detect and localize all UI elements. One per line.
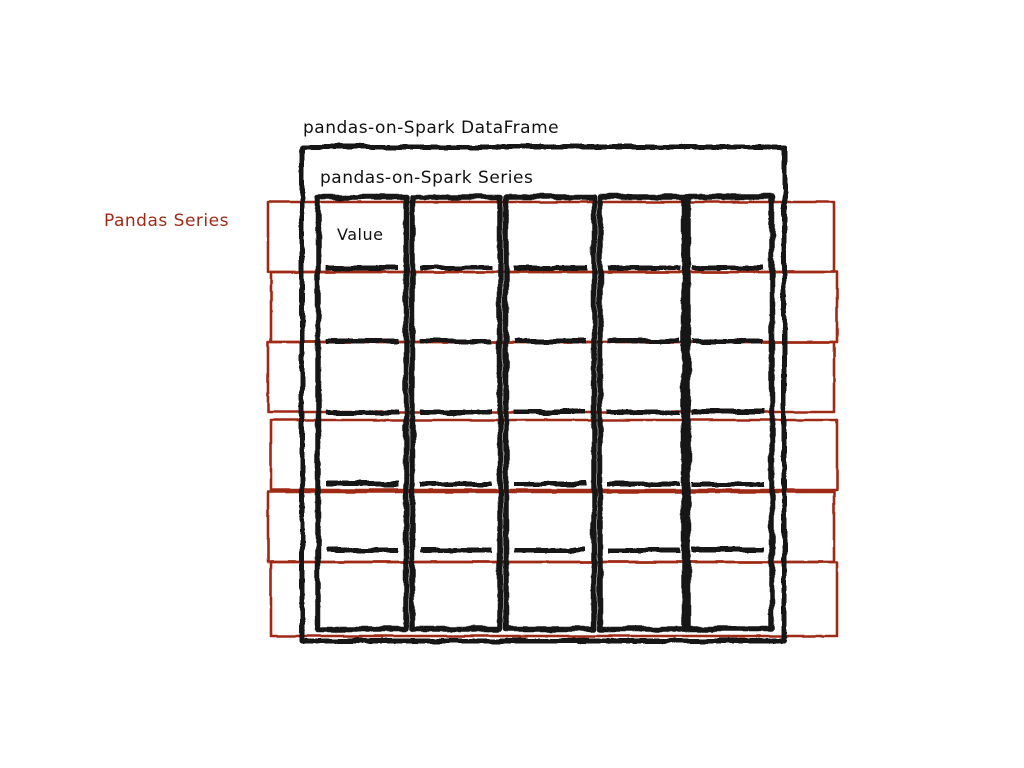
cell-dividers (326, 268, 764, 550)
label-pandas-series: Pandas Series (104, 211, 229, 231)
pandas-series-row-4 (271, 420, 837, 490)
label-pandas-on-spark-series: pandas-on-Spark Series (320, 168, 534, 188)
pandas-series-row-3 (268, 342, 834, 412)
pandas-series-row-6 (271, 562, 837, 636)
pandas-series-row-2 (271, 272, 837, 342)
label-value-cell: Value (337, 225, 384, 244)
dataframe-outline (302, 147, 784, 641)
label-pandas-on-spark-dataframe: pandas-on-Spark DataFrame (303, 118, 560, 138)
